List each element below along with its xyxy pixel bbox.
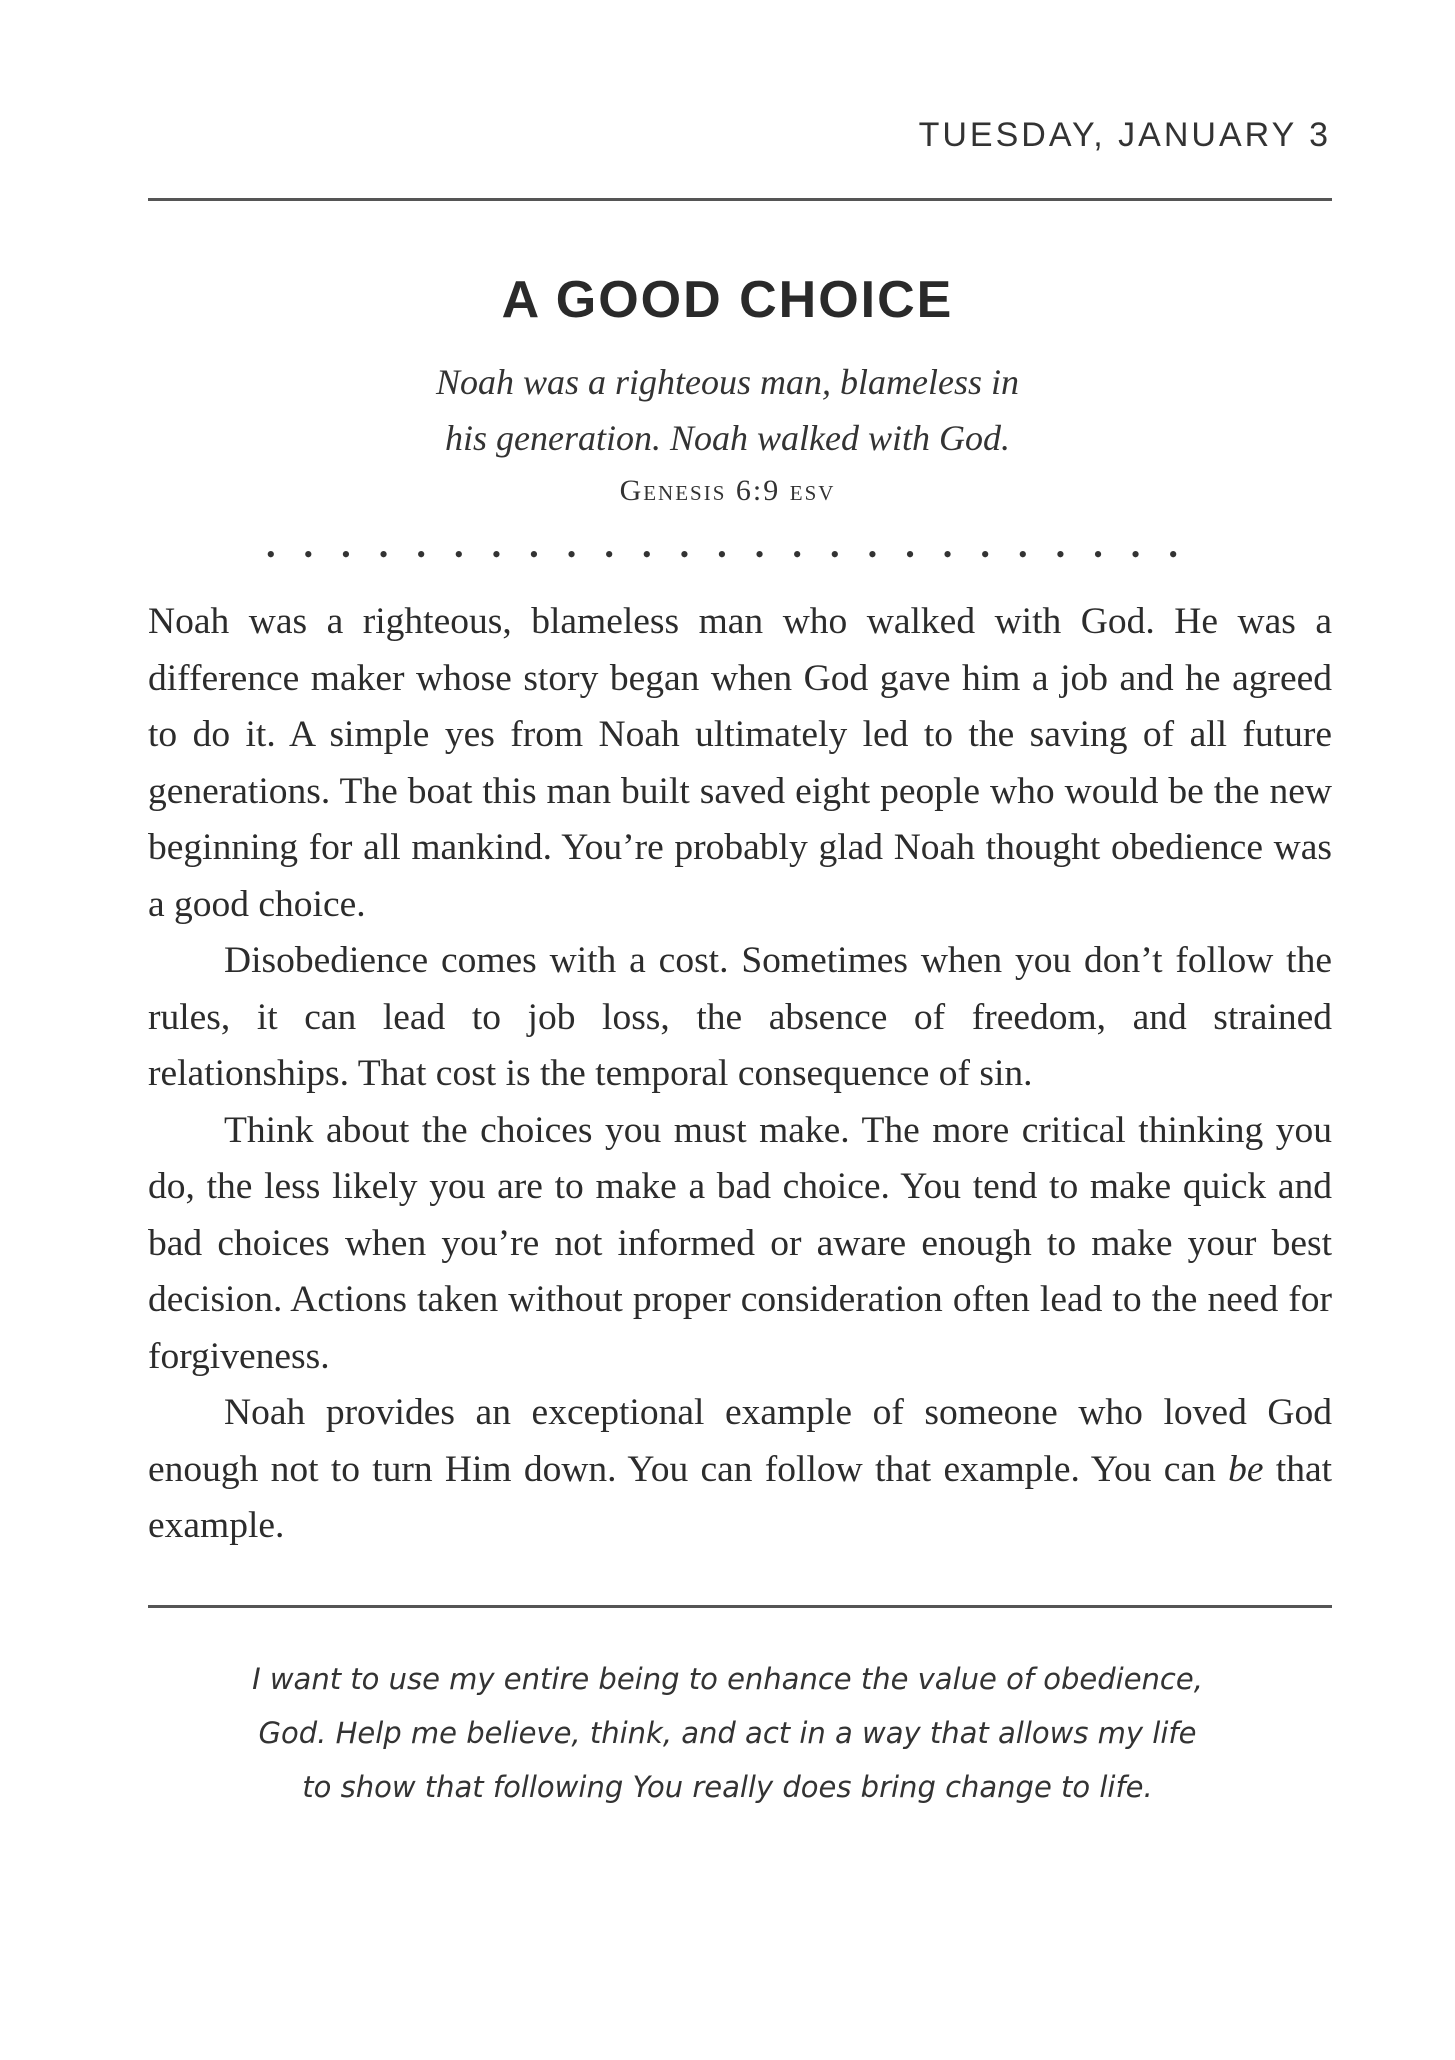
scripture-reference: Genesis 6:9 esv <box>619 474 836 507</box>
verse-line: Noah was a righteous man, blameless in <box>435 362 1019 402</box>
body-paragraph: Noah was a righteous, blameless man who walked with God. He was a difference maker whose story began when God gave him a job and he agreed to do it. A simple yes from Noah ultimately led to the saving of all future generations. The boat this man built saved eight people who would be the new beginning for all mankind. You’re probably glad Noah thought obedience was a good choice. <box>148 601 1332 925</box>
emphasis-word: be <box>1228 1448 1264 1490</box>
body-paragraph-final-tail: that example. <box>148 1448 1333 1546</box>
prayer-line: God. Help me believe, think, and act in a way that allows my life <box>258 1716 1197 1750</box>
body-paragraph-final <box>148 1385 1332 1555</box>
dotted-ornament: • • • • • • • • • • • • • • • • • • • • • • • • • <box>266 540 1189 569</box>
bottom-divider <box>148 1605 1332 1608</box>
body-paragraph-final-text: Noah provides an exceptional example of someone who loved God enough not to turn Him down. You can follow that example. You can <box>148 1392 1332 1490</box>
prayer-line: to show that following You really does bring change to life. <box>302 1770 1153 1804</box>
page-date: TUESDAY, JANUARY 3 <box>918 116 1331 154</box>
prayer-line: I want to use my entire being to enhance the value of obedience, <box>252 1662 1203 1696</box>
top-divider <box>148 198 1332 201</box>
body-paragraph: Think about the choices you must make. The more critical thinking you do, the less likely you are to make a bad choice. You tend to make quick and bad choices when you’re not informed or aware enough to make your best decision. Actions taken without proper consideration often lead to the need for forgiveness. <box>148 1109 1332 1377</box>
devotion-title: A GOOD CHOICE <box>501 271 954 329</box>
closing-prayer <box>0 1652 1455 1814</box>
verse-line: his generation. Noah walked with God. <box>445 418 1010 458</box>
body-paragraph: Disobedience comes with a cost. Sometimes when you don’t follow the rules, it can lead to job loss, the absence of freedom, and strained relationships. That cost is the temporal consequence of sin. <box>148 940 1332 1094</box>
scripture-verse <box>0 354 1455 466</box>
devotion-body <box>148 594 1332 1555</box>
